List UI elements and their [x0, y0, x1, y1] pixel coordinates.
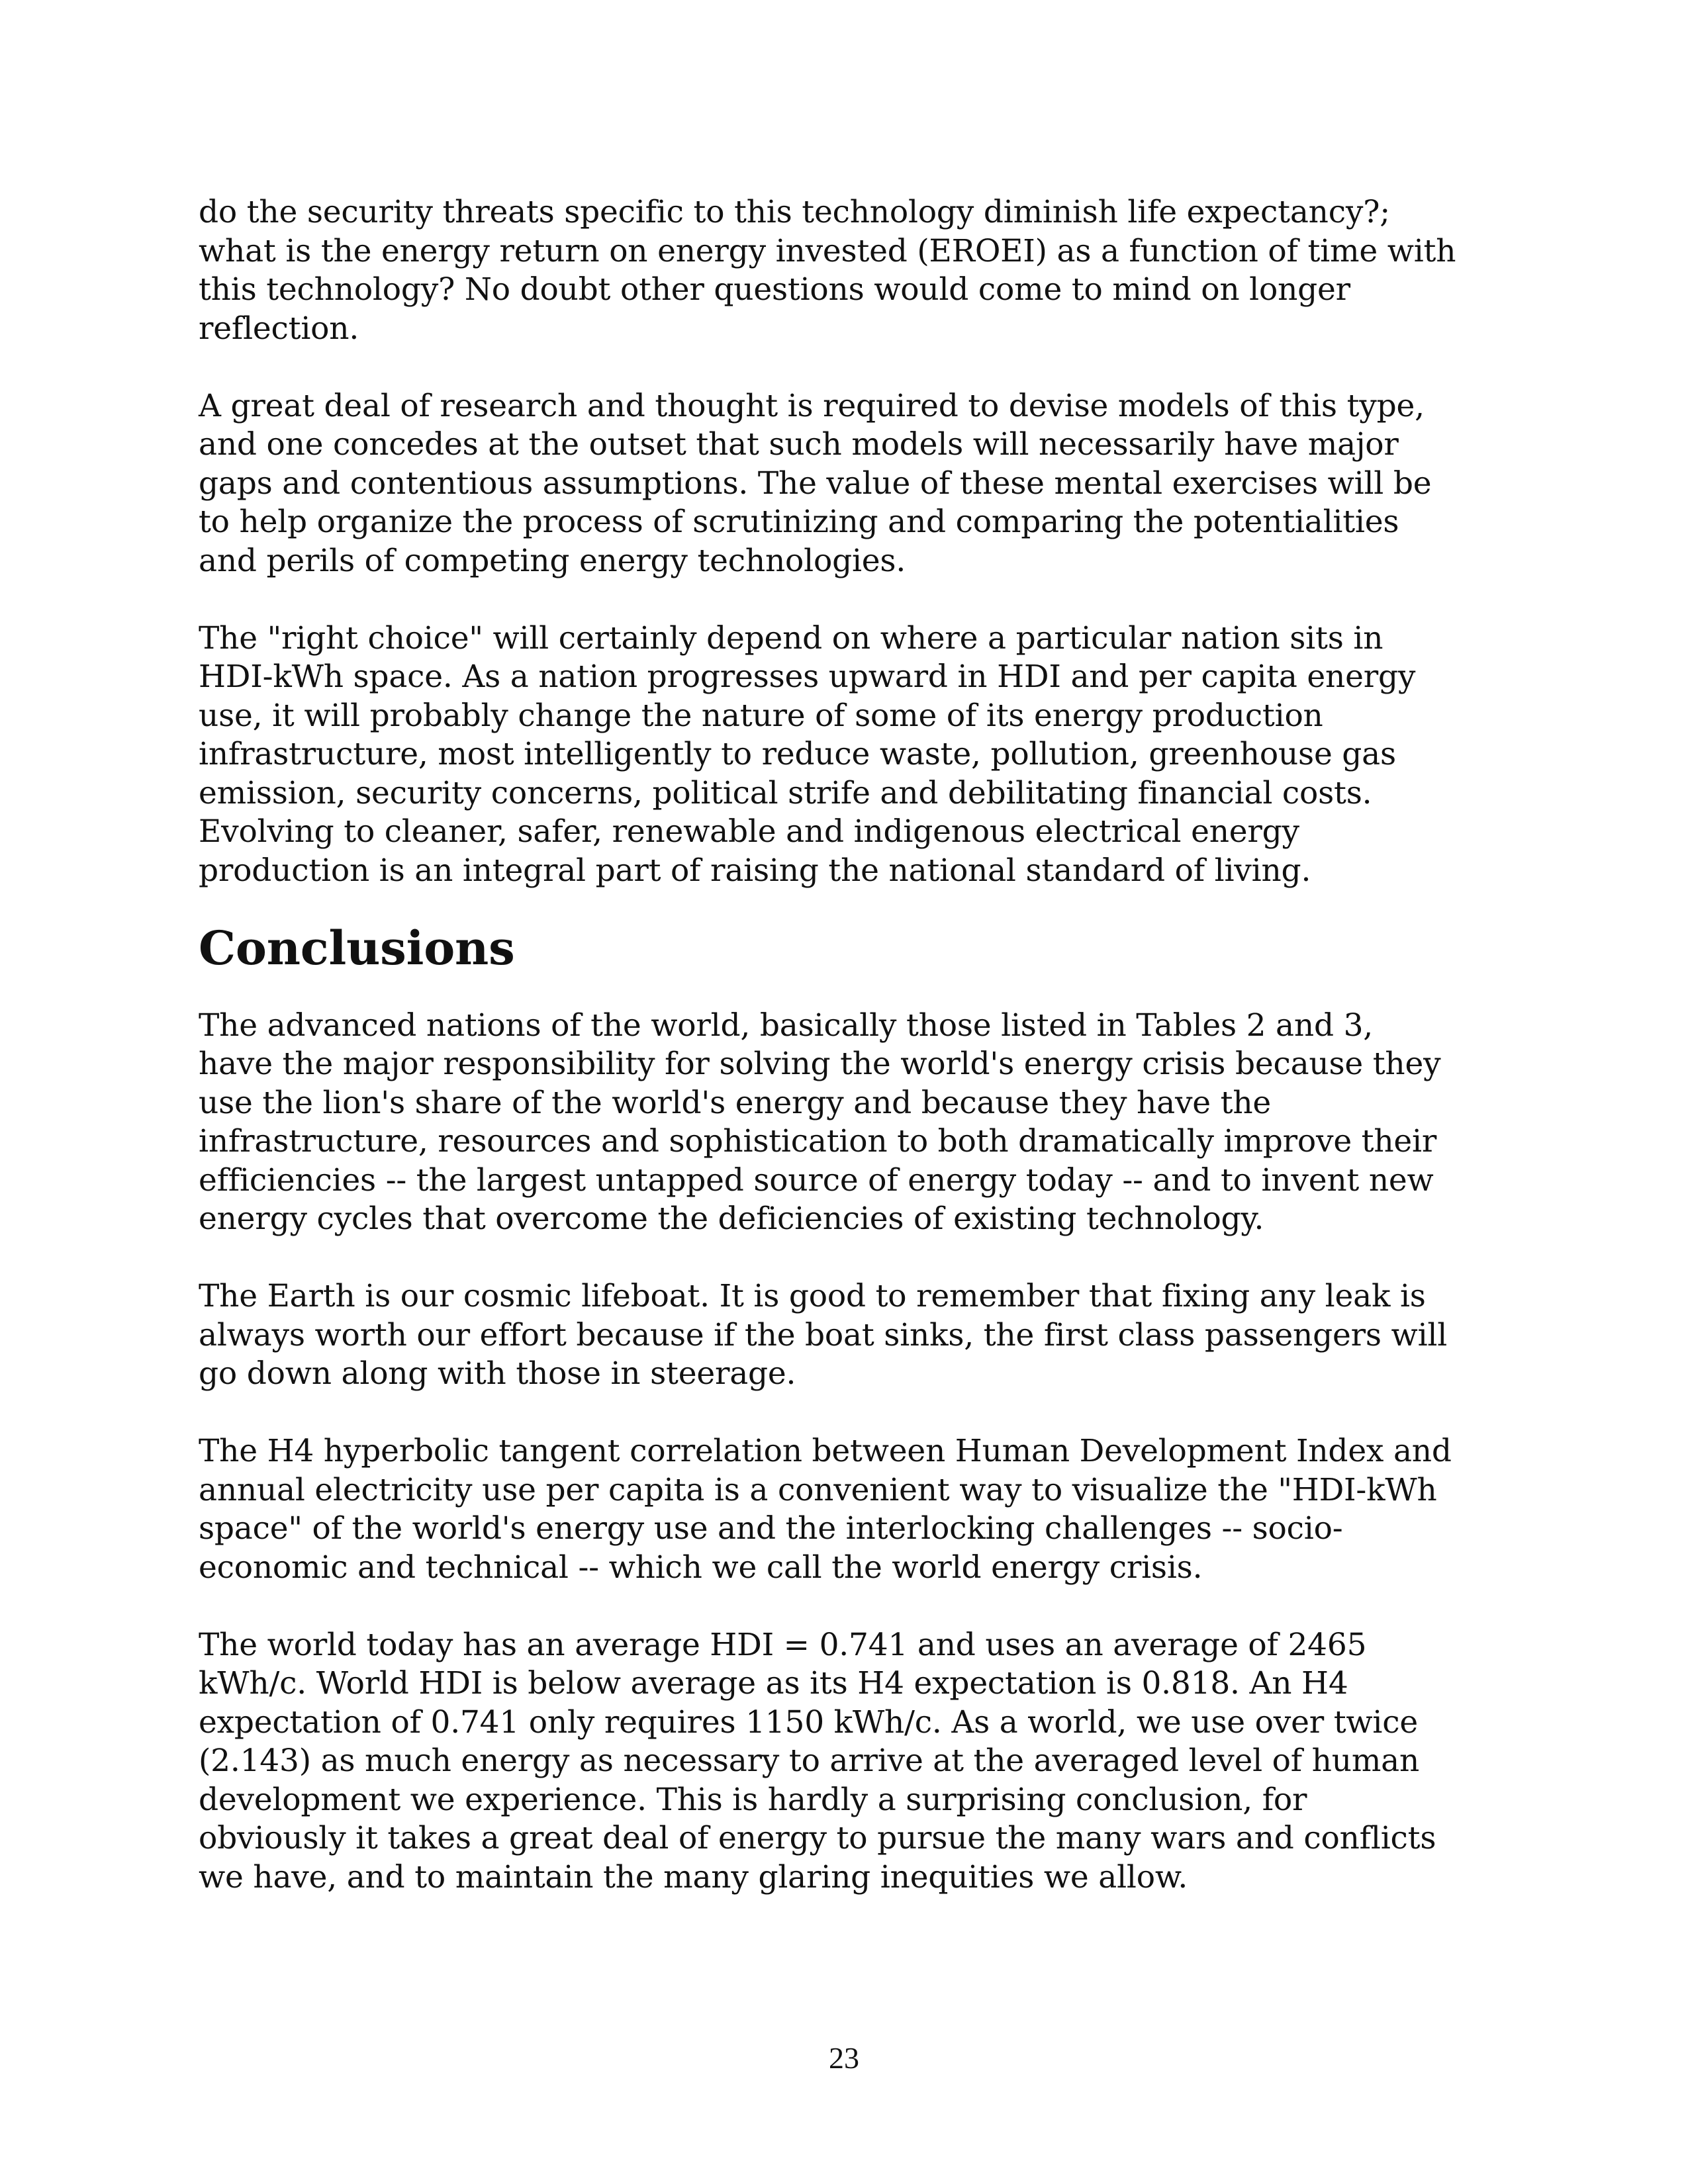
- section-heading-conclusions: [199, 920, 1496, 976]
- paragraph-right-choice: [199, 619, 1496, 891]
- text-line: have the major responsibility for solving the world's energy crisis because they: [199, 1046, 1441, 1082]
- text-line: use, it will probably change the nature of some of its energy production: [199, 697, 1323, 734]
- paragraph-cosmic-lifeboat: [199, 1277, 1496, 1394]
- text-line: kWh/c. World HDI is below average as its H4 expectation is 0.818. An H4: [199, 1665, 1348, 1702]
- text-line: energy cycles that overcome the deficiencies of existing technology.: [199, 1201, 1264, 1237]
- text-line: and one concedes at the outset that such models will necessarily have major: [199, 426, 1399, 463]
- text-line: economic and technical -- which we call the world energy crisis.: [199, 1549, 1203, 1586]
- text-line: production is an integral part of raising the national standard of living.: [199, 852, 1311, 889]
- text-line: we have, and to maintain the many glaring inequities we allow.: [199, 1858, 1188, 1895]
- text-line: efficiencies -- the largest untapped source of energy today -- and to invent new: [199, 1161, 1434, 1199]
- page-number: 23: [829, 2041, 859, 2075]
- text-line: The H4 hyperbolic tangent correlation between Human Development Index and: [199, 1433, 1452, 1469]
- text-line: what is the energy return on energy invested (EROEI) as a function of time with: [199, 232, 1456, 269]
- text-line: and perils of competing energy technologies.: [199, 542, 906, 579]
- text-line: reflection.: [199, 310, 359, 347]
- heading-text: Conclusions: [199, 920, 515, 976]
- text-line: space" of the world's energy use and the interlocking challenges -- socio-: [199, 1510, 1343, 1547]
- text-line: do the security threats specific to this technology diminish life expectancy?;: [199, 194, 1390, 230]
- text-line: emission, security concerns, political strife and debilitating financial costs.: [199, 774, 1372, 811]
- text-line: expectation of 0.741 only requires 1150 kWh/c. As a world, we use over twice: [199, 1704, 1418, 1741]
- text-line: The world today has an average HDI = 0.741 and uses an average of 2465: [199, 1626, 1367, 1663]
- paragraph-questions-continued: [199, 193, 1496, 348]
- text-line: gaps and contentious assumptions. The value of these mental exercises will be: [199, 465, 1432, 502]
- text-line: obviously it takes a great deal of energy to pursue the many wars and conflicts: [199, 1820, 1436, 1856]
- text-line: infrastructure, most intelligently to reduce waste, pollution, greenhouse gas: [199, 736, 1396, 772]
- text-line: this technology? No doubt other questions would come to mind on longer: [199, 271, 1350, 308]
- text-line: HDI-kWh space. As a nation progresses upward in HDI and per capita energy: [199, 659, 1416, 695]
- paragraph-advanced-nations: [199, 1007, 1496, 1239]
- text-line: infrastructure, resources and sophistication to both dramatically improve their: [199, 1123, 1437, 1160]
- text-line: annual electricity use per capita is a convenient way to visualize the "HDI-kWh: [199, 1471, 1437, 1508]
- text-line: The "right choice" will certainly depend on where a particular nation sits in: [199, 619, 1383, 657]
- text-line: Evolving to cleaner, safer, renewable and indigenous electrical energy: [199, 813, 1299, 850]
- paragraph-world-average-hdi: [199, 1626, 1496, 1897]
- text-line: use the lion's share of the world's energy and because they have the: [199, 1084, 1272, 1121]
- text-line: development we experience. This is hardly a surprising conclusion, for: [199, 1781, 1307, 1818]
- text-line: (2.143) as much energy as necessary to arrive at the averaged level of human: [199, 1743, 1420, 1779]
- text-line: to help organize the process of scrutinizing and comparing the potentialities: [199, 504, 1399, 540]
- document-page: [199, 193, 1496, 1936]
- text-line: go down along with those in steerage.: [199, 1355, 796, 1392]
- text-line: A great deal of research and thought is required to devise models of this type,: [199, 387, 1425, 424]
- text-line: always worth our effort because if the boat sinks, the first class passengers will: [199, 1316, 1448, 1353]
- text-line: The Earth is our cosmic lifeboat. It is good to remember that fixing any leak is: [199, 1278, 1426, 1314]
- paragraph-h4-correlation: [199, 1432, 1496, 1587]
- paragraph-research-models: [199, 387, 1496, 581]
- text-line: The advanced nations of the world, basically those listed in Tables 2 and 3,: [199, 1007, 1374, 1044]
